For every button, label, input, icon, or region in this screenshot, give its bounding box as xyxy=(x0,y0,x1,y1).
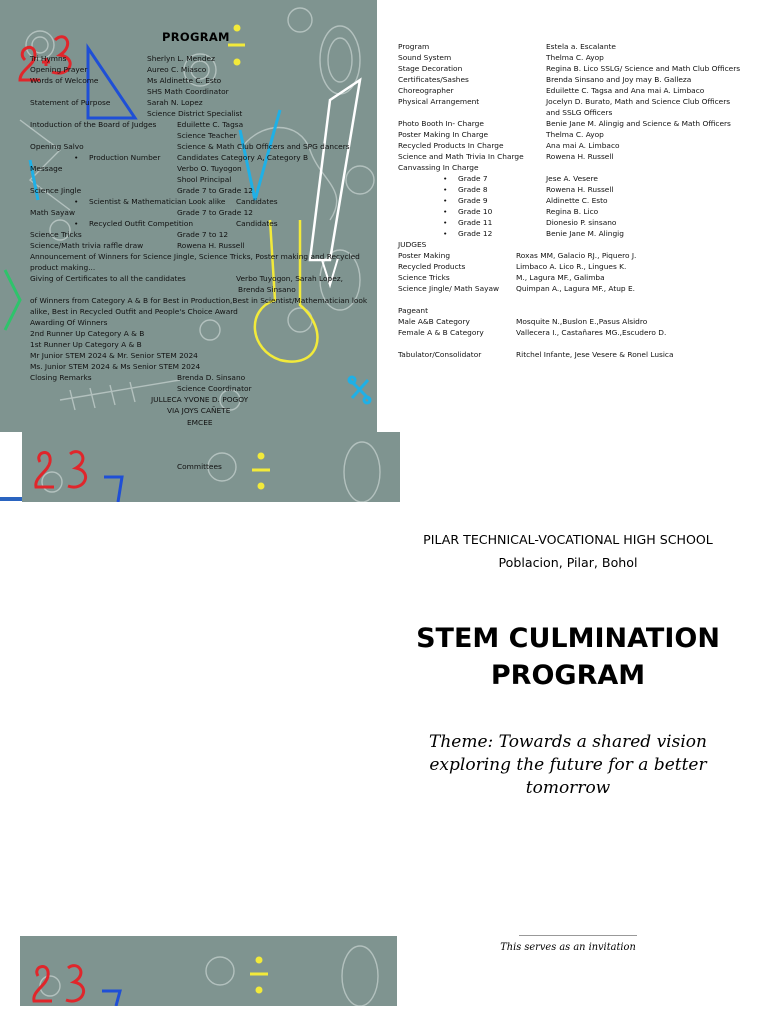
pageant-judge-names: Vallecera I., Castañares MG.,Escudero D. xyxy=(516,328,667,337)
program-item-label: Statement of Purpose xyxy=(30,98,111,107)
emcee-name-1: JULLECA YVONE D. POGOY xyxy=(151,395,249,404)
judged-category: Recycled Products xyxy=(398,262,466,271)
program-item-label: Opening Prayer xyxy=(30,65,88,74)
program-item-person: Grade 7 to Grade 12 xyxy=(177,208,253,217)
committee-role: Certificates/Sashes xyxy=(398,75,469,84)
winners-line-2: alike, Best in Recycled Outfit and People's Choice Award xyxy=(30,307,238,316)
judged-category: Science Jingle/ Math Sayaw xyxy=(398,284,500,293)
grade-label: Grade 8 xyxy=(458,185,488,194)
award-item: 1st Runner Up Category A & B xyxy=(30,340,142,349)
grade-label: Grade 11 xyxy=(458,218,493,227)
bullet-icon: • xyxy=(443,218,448,227)
closing-remarks-speaker: Brenda D. Sinsano xyxy=(177,373,246,382)
program-item-label: Opening Salvo xyxy=(30,142,84,151)
committee-person: Ana mai A. Limbaco xyxy=(546,141,620,150)
grade-canvasser: Jese A. Vesere xyxy=(546,174,598,183)
award-item: Awarding Of Winners xyxy=(30,318,108,327)
program-item-person: Grade 7 to Grade 12 xyxy=(177,186,253,195)
bullet-icon: • xyxy=(443,207,448,216)
bullet-icon: • xyxy=(443,196,448,205)
program-item-label: Message xyxy=(30,164,63,173)
program-item-label: Intoduction of the Board of Judges xyxy=(30,120,157,129)
title-line-1: STEM CULMINATION xyxy=(416,623,720,654)
certificates-presenters-2: Brenda Sinsano xyxy=(238,285,296,294)
award-item: 2nd Runner Up Category A & B xyxy=(30,329,145,338)
invitation-note: This serves as an invitation xyxy=(500,942,636,953)
science-doodle-strip xyxy=(20,936,397,1006)
bullet-icon: • xyxy=(74,153,79,162)
award-item: Mr Junior STEM 2024 & Mr. Senior STEM 2024 xyxy=(30,351,198,360)
program-item-person: Sherlyn L. Mendez xyxy=(147,54,215,63)
grade-label: Grade 9 xyxy=(458,196,488,205)
emcee-name-2: VIA JOYS CAÑETE xyxy=(167,406,231,415)
grade-canvasser: Rowena H. Russell xyxy=(546,185,614,194)
signature-line xyxy=(519,935,637,936)
program-item-label: Science/Math trivia raffle draw xyxy=(30,241,144,250)
tabulator-label: Tabulator/Consolidator xyxy=(398,350,482,359)
program-item-person: Ms Aldinette C. Esto xyxy=(147,76,222,85)
bullet-icon: • xyxy=(443,174,448,183)
program-item-label: Science Tricks xyxy=(30,230,82,239)
program-item-label: Production Number xyxy=(89,153,161,162)
judge-names: Roxas MM, Galacio RJ., Piquero J. xyxy=(516,251,637,260)
judges-heading: JUDGES xyxy=(398,240,427,249)
committee-person: Brenda Sinsano and Joy may B. Galleza xyxy=(546,75,692,84)
program-item-person: Science District Specialist xyxy=(147,109,243,118)
program-item-label: Words of Welcome xyxy=(30,76,99,85)
grade-canvasser: Benie Jane M. Alingig xyxy=(546,229,624,238)
committees-label: Committees xyxy=(177,462,222,471)
closing-remarks-role: Science Coordinator xyxy=(177,384,252,393)
committee-role: Photo Booth In- Charge xyxy=(398,119,484,128)
theme-text: Theme: Towards a shared vision exploring the future for a better tomorrow xyxy=(429,732,707,798)
committee-role: Stage Decoration xyxy=(398,64,463,73)
judged-category: Poster Making xyxy=(398,251,451,260)
program-item-person: Shool Principal xyxy=(177,175,232,184)
program-item-person: Verbo O. Tuyogon xyxy=(177,164,242,173)
committee-person: and SSLG Officers xyxy=(546,108,613,117)
committee-person: Eduilette C. Tagsa and Ana mai A. Limbaco xyxy=(546,86,705,95)
bullet-icon: • xyxy=(74,219,79,228)
pageant-category: Male A&B Category xyxy=(398,317,470,326)
committee-person: Jocelyn D. Burato, Math and Science Club Officers xyxy=(546,97,731,106)
committee-role: Canvassing In Charge xyxy=(398,163,479,172)
program-item-person: Candidates xyxy=(236,219,278,228)
announcement-line-1: Announcement of Winners for Science Jingle, Science Tricks, Poster making and Recycled xyxy=(30,252,360,261)
program-item-person: SHS Math Coordinator xyxy=(147,87,229,96)
committee-person: Thelma C. Ayop xyxy=(546,130,604,139)
bullet-icon: • xyxy=(443,229,448,238)
program-item-person: Science Teacher xyxy=(177,131,237,140)
award-item: Ms. Junior STEM 2024 & Ms Senior STEM 2024 xyxy=(30,362,201,371)
committee-role: Sound System xyxy=(398,53,452,62)
bullet-icon: • xyxy=(74,197,79,206)
emcee-label: EMCEE xyxy=(187,418,213,427)
judged-category: Science Tricks xyxy=(398,273,450,282)
grade-canvasser: Regina B. Lico xyxy=(546,207,599,216)
program-item-person: Sarah N. Lopez xyxy=(147,98,203,107)
bullet-icon: • xyxy=(443,185,448,194)
committee-person: Estela a. Escalante xyxy=(546,42,616,51)
program-item-person: Candidates Category A, Category B xyxy=(177,153,309,162)
document-title xyxy=(400,620,736,694)
program-item-person: Rowena H. Russell xyxy=(177,241,245,250)
certificates-label: Giving of Certificates to all the candidates xyxy=(30,274,186,283)
title-line-2: PROGRAM xyxy=(490,660,646,691)
pageant-heading: Pageant xyxy=(398,306,429,315)
program-item-label: Tri Hymns xyxy=(30,54,67,63)
grade-canvasser: Dionesio P. sinsano xyxy=(546,218,617,227)
committee-person: Benie Jane M. Alingig and Science & Math Officers xyxy=(546,119,731,128)
committee-person: Thelma C. Ayop xyxy=(546,53,604,62)
committee-role: Physical Arrangement xyxy=(398,97,480,106)
winners-line-1: of Winners from Category A & B for Best in Production,Best in Scientist/Mathematician look xyxy=(30,296,368,305)
committee-role: Recycled Products In Charge xyxy=(398,141,504,150)
school-address: Poblacion, Pilar, Bohol xyxy=(498,555,638,570)
program-item-person: Science & Math Club Officers and SPG dancers xyxy=(177,142,350,151)
closing-remarks-label: Closing Remarks xyxy=(30,373,92,382)
program-item-label: Science Jingle xyxy=(30,186,82,195)
tabulator-names: Ritchel Infante, Jese Vesere & Ronel Lusica xyxy=(516,350,674,359)
committee-person: Rowena H. Russell xyxy=(546,152,614,161)
program-item-person: Candidates xyxy=(236,197,278,206)
program-item-label: Math Sayaw xyxy=(30,208,76,217)
committee-role: Program xyxy=(398,42,430,51)
committee-role: Choreographer xyxy=(398,86,454,95)
grade-label: Grade 12 xyxy=(458,229,493,238)
judge-names: Quimpan A., Lagura MF., Atup E. xyxy=(516,284,635,293)
committee-role: Science and Math Trivia In Charge xyxy=(398,152,524,161)
pageant-judge-names: Mosquite N.,Buslon E.,Pasus Alsidro xyxy=(516,317,648,326)
committee-role: Poster Making In Charge xyxy=(398,130,489,139)
grade-canvasser: Aldinette C. Esto xyxy=(546,196,608,205)
program-item-person: Eduilette C. Tagsa xyxy=(177,120,244,129)
judge-names: M., Lagura MF., Galimba xyxy=(516,273,605,282)
program-title: PROGRAM xyxy=(162,30,230,44)
program-item-person: Grade 7 to 12 xyxy=(177,230,229,239)
committee-person: Regina B. Lico SSLG/ Science and Math Club Officers xyxy=(546,64,741,73)
announcement-line-2: product making... xyxy=(30,263,96,272)
decorative-strip xyxy=(0,497,22,501)
program-item-person: Aureo C. Miasco xyxy=(147,65,207,74)
program-item-label: Scientist & Mathematician Look alike xyxy=(89,197,226,206)
certificates-presenters: Verbo Tuyogon, Sarah Lopez, xyxy=(236,274,343,283)
judge-names: Limbaco A. Lico R., Lingues K. xyxy=(516,262,627,271)
program-item-label: Recycled Outfit Competition xyxy=(89,219,194,228)
pageant-category: Female A & B Category xyxy=(398,328,484,337)
grade-label: Grade 10 xyxy=(458,207,493,216)
grade-label: Grade 7 xyxy=(458,174,488,183)
school-name: PILAR TECHNICAL-VOCATIONAL HIGH SCHOOL xyxy=(423,532,713,547)
cover-bottom-background-panel xyxy=(20,936,397,1006)
